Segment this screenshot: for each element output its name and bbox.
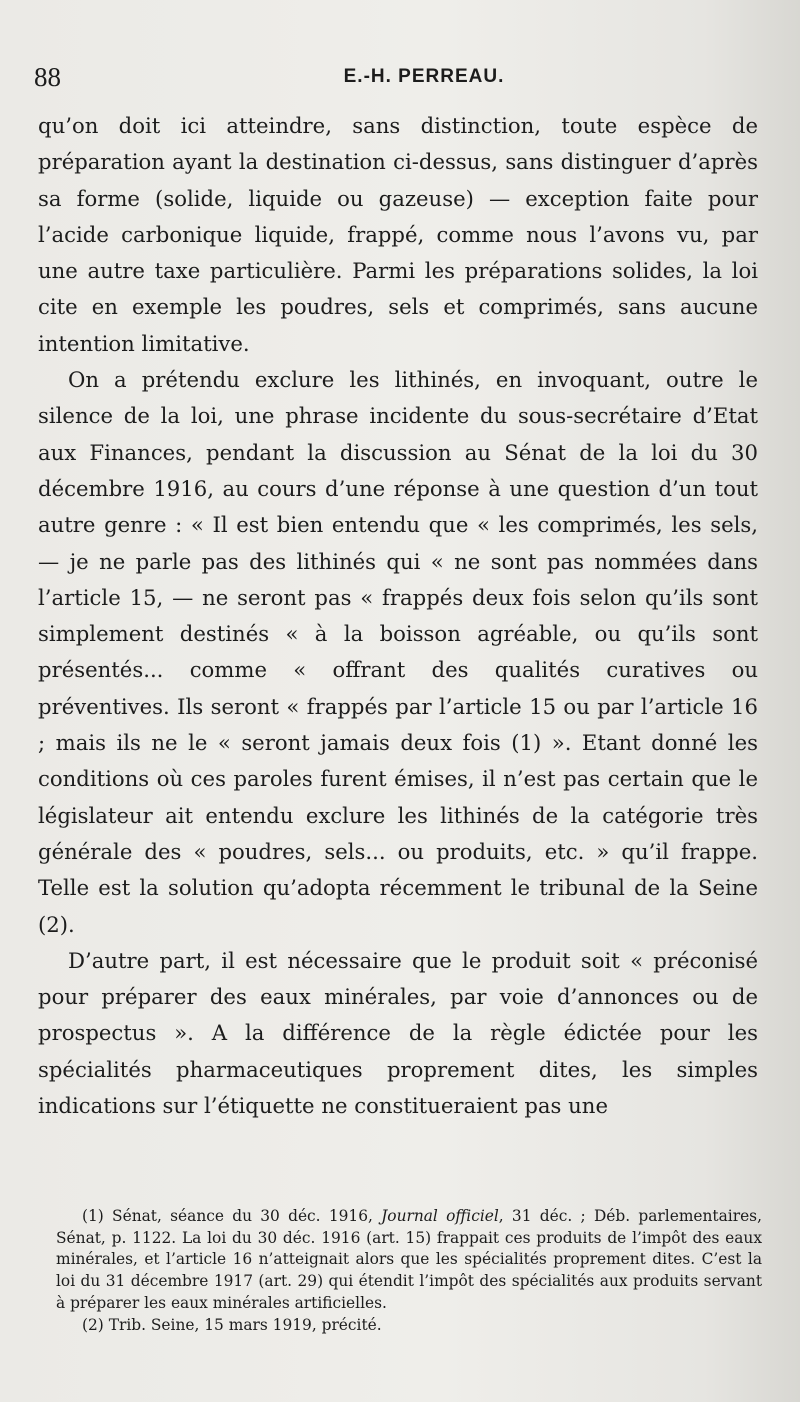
footnote-1-text-a: (1) Sénat, séance du 30 déc. 1916, (82, 1207, 382, 1225)
page-header (34, 62, 758, 96)
footnote-1 (56, 1206, 762, 1315)
footnote-2: (2) Trib. Seine, 15 mars 1919, précité. (82, 1315, 382, 1334)
paragraph-preconise: D’autre part, il est nécessaire que le produit soit « préconisé pour préparer des eaux minérales, par voie d’annonces ou de prospectus ». A la différence de la règle édictée pour les spécialités pharmaceutiques proprement dites, les simples indications sur l’étiquette ne constitueraient pas une (38, 947, 758, 1119)
page-number: 88 (34, 62, 61, 92)
paragraph-lithines: On a prétendu exclure les lithinés, en invoquant, outre le silence de la loi, une phrase incidente du sous-secrétaire d’Etat aux Finances, pendant la discussion au Sénat de la loi du 30 décembre 1916, au cours d’une réponse à une question d’un tout autre genre : « Il est bien entendu que « les comprimés, les sels, — je ne parle pas des lithinés qui « ne sont pas nommées dans l’article 15, — ne seront pas « frappés deux fois selon qu’ils sont simplement destinés « à la boisson agréable, ou qu’ils sont présentés... comme « offrant des qualités curatives ou préventives. Ils seront « frappés par l’article 15 ou par l’article 16 ; mais ils ne le « seront jamais deux fois (1) ». Etant donné les conditions où ces paroles furent émises, il n’est pas certain que le législateur ait entendu exclure les lithinés de la catégorie très générale des « poudres, sels... ou produits, etc. » qu’il frappe. Telle est la solution qu’adopta récemment le tribunal de la Seine (2). (38, 367, 758, 937)
running-head: E.-H. PERREAU. (343, 66, 505, 87)
footnotes (56, 1206, 762, 1336)
paragraph-continuation: qu’on doit ici atteindre, sans distinction, toute espèce de préparation ayant la destination ci-dessus, sans distinguer d’après sa forme (solide, liquide ou gazeuse) — exception faite pour l’acide carbonique liquide, frappé, comme nous l’avons vu, par une autre taxe particulière. Parmi les préparations solides, la loi cite en exemple les poudres, sels et comprimés, sans aucune intention limitative. (38, 113, 758, 356)
footnote-1-journal-title: Journal officiel (381, 1207, 499, 1225)
main-text (38, 108, 758, 1124)
footnote-1-text-b: , 31 déc. ; Déb. parlementaires, Sénat, p. 1122. La loi du 30 déc. 1916 (art. 15) frappait ces produits de l’impôt des eaux minérales, et l’article 16 n’atteignait alors que les spécialités proprement dites. C’est la loi du 31 décembre 1917 (art. 29) qui étendit l’impôt des spécialités aux produits servant à préparer les eaux minérales artificielles. (56, 1207, 762, 1312)
